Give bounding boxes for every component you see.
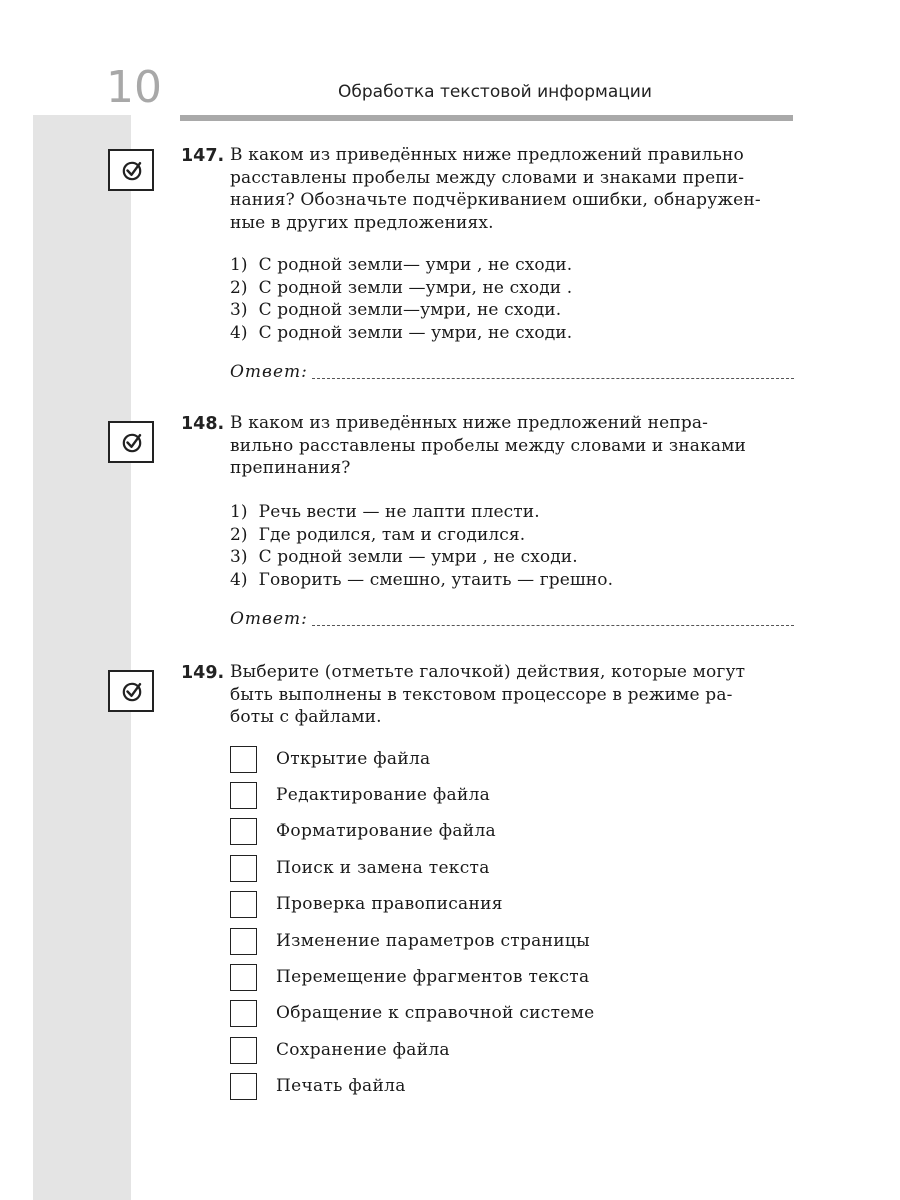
option: 1) Речь вести — не лапти плести. [230,502,540,522]
option: 2) Где родился, там и сгодился. [230,524,526,545]
task-number: 149. [181,663,225,683]
checkbox-label: Обращение к справочной системе [276,1003,595,1023]
task-149-marker [108,670,154,712]
margin-sidebar [33,115,131,1200]
check-circle-icon [121,681,143,703]
checkbox-label: Перемещение фрагментов текста [276,967,590,987]
task-147-marker [108,149,154,191]
checkbox[interactable] [230,818,257,845]
option: 3) С родной земли — умри , не сходи. [230,547,578,567]
checkbox[interactable] [230,855,257,882]
option: 1) С родной земли— умри , не сходи. [230,255,573,275]
checkbox-label: Сохранение файла [276,1040,450,1060]
task-text: Выберите (отметьте галочкой) действия, которые могут быть выполнены в текстовом процессоре в режиме ра- боты с файлами. [230,662,746,727]
option: 3) С родной земли—умри, не сходи. [230,300,562,320]
options-list [230,501,613,591]
task-text: В каком из приведённых ниже предложений правильно расставлены пробелы между словами и знаками препи- нания? Обозначьте подчёркиванием ошибки, обнаружен- ные в других предложениях. [230,145,761,233]
task-number: 147. [181,146,225,166]
option: 4) С родной земли — умри, не сходи. [230,322,573,343]
checkbox-label: Проверка правописания [276,894,503,914]
option: 2) С родной земли —умри, не сходи . [230,277,573,298]
checkbox-label: Форматирование файла [276,821,496,841]
check-circle-icon [121,432,143,454]
checkbox[interactable] [230,1037,257,1064]
checkbox-label: Изменение параметров страницы [276,931,590,951]
options-list [230,254,572,344]
checkbox[interactable] [230,891,257,918]
answer-line[interactable] [312,378,794,379]
checkbox[interactable] [230,964,257,991]
answer-line[interactable] [312,625,794,626]
task-148-marker [108,421,154,463]
checkbox-label: Редактирование файла [276,785,491,805]
answer-field[interactable] [230,609,794,633]
page-number: 10 [106,62,162,113]
checkbox-label: Печать файла [276,1076,406,1096]
checkbox[interactable] [230,1073,257,1100]
checkbox[interactable] [230,782,257,809]
checkbox[interactable] [230,1000,257,1027]
answer-label: Ответ: [230,609,308,629]
task-number: 148. [181,414,225,434]
answer-field[interactable] [230,362,794,386]
check-circle-icon [121,160,143,182]
task-text: В каком из приведённых ниже предложений непра- вильно расставлены пробелы между словами и знаками препинания? [230,413,746,478]
checkbox-label: Поиск и замена текста [276,858,490,878]
section-title: Обработка текстовой информации [338,82,652,102]
checkbox[interactable] [230,746,257,773]
answer-label: Ответ: [230,362,308,382]
checkbox-label: Открытие файла [276,749,431,769]
checkbox[interactable] [230,928,257,955]
header-rule [180,115,793,121]
option: 4) Говорить — смешно, утаить — грешно. [230,569,614,590]
